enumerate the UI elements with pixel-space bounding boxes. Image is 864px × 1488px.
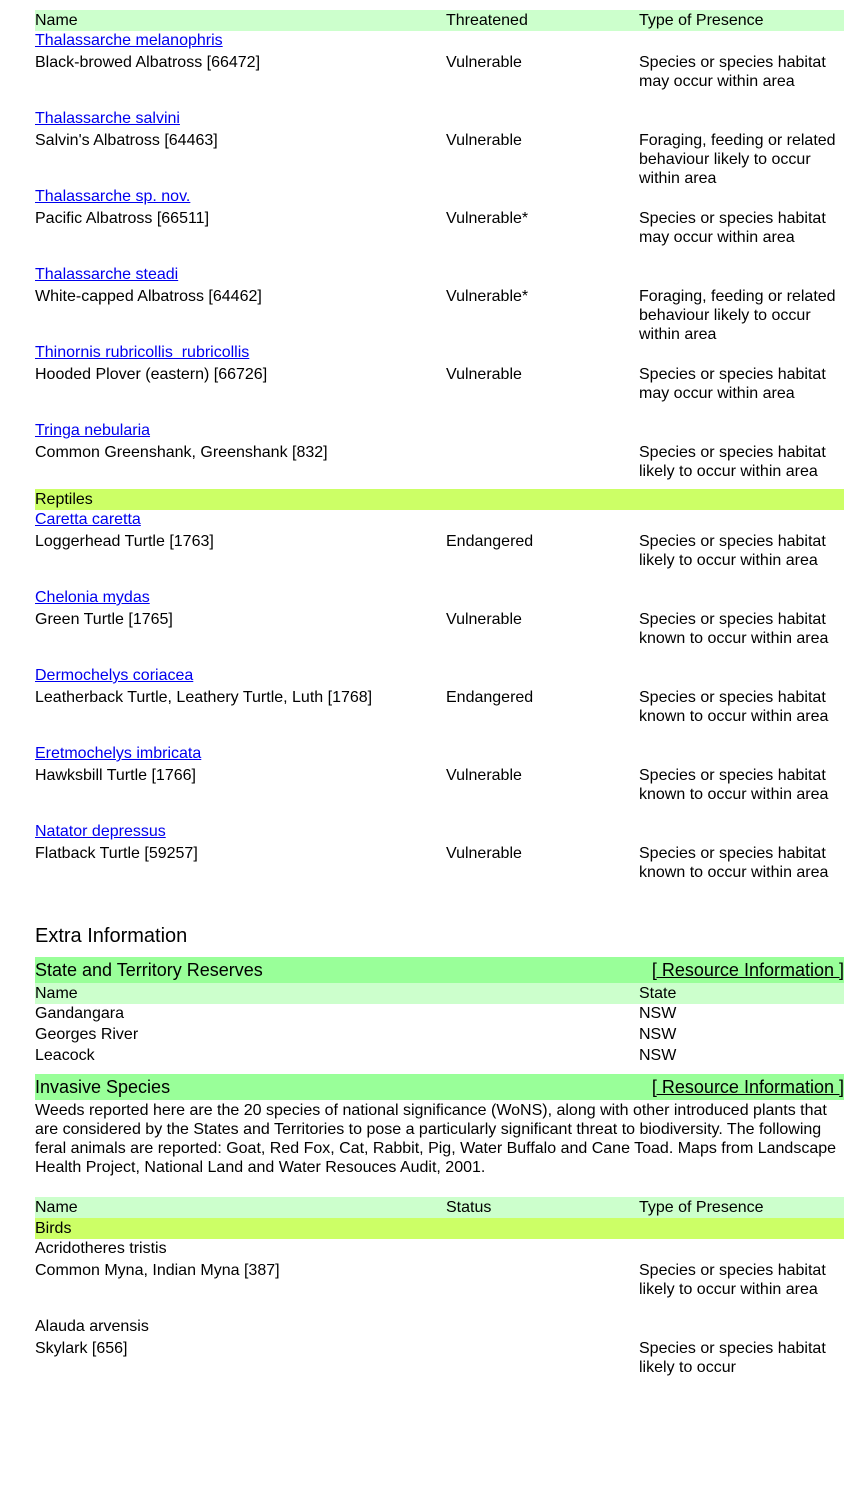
presence-type: Species or species habitat known to occur within area [639, 767, 829, 803]
reserve-state: NSW [639, 1047, 677, 1064]
threat-status: Vulnerable [446, 611, 522, 628]
presence-type: Species or species habitat known to occur within area [639, 611, 829, 647]
threat-status: Endangered [446, 689, 534, 706]
presence-type: Species or species habitat may occur within area [639, 54, 826, 90]
species-common-name: Loggerhead Turtle [1763] [35, 533, 214, 550]
header-name: Name [35, 1199, 78, 1216]
invasive-description: Weeds reported here are the 20 species of national significance (WoNS), along with other introduced plants that are considered by the States and Territories to pose a particularly significant threat to biodiversity. The following feral animals are reported: Goat, Red Fox, Cat, Rabbit, Pig, Water Buffalo and Cane Toad. Maps from Landscape Health Project, National Land and Water Resouces Audit, 2001. [35, 1102, 837, 1176]
presence-type: Foraging, feeding or related behaviour likely to occur within area [639, 132, 836, 187]
threat-status: Vulnerable [446, 54, 522, 71]
species-common-name: Hawksbill Turtle [1766] [35, 767, 196, 784]
species-common-name: Black-browed Albatross [66472] [35, 54, 261, 71]
species-link[interactable]: Tringa nebularia [35, 422, 151, 439]
reserves-table-header [35, 983, 844, 1004]
header-threatened: Threatened [446, 12, 528, 29]
threat-status: Vulnerable [446, 767, 522, 784]
header-name: Name [35, 12, 78, 29]
species-link[interactable]: Thinornis rubricollis rubricollis [35, 344, 250, 361]
threat-status: Vulnerable [446, 845, 522, 862]
reserve-name: Gandangara [35, 1005, 124, 1022]
table-row [35, 1317, 844, 1395]
page-content [35, 10, 844, 1395]
extra-information-title [35, 920, 844, 954]
species-link[interactable]: Eretmochelys imbricata [35, 745, 202, 762]
species-common-name: Green Turtle [1765] [35, 611, 173, 628]
table-row [35, 666, 844, 744]
reserve-state: NSW [639, 1026, 677, 1043]
presence-type: Species or species habitat likely to occur within area [639, 533, 826, 569]
header-status: Status [446, 1199, 492, 1216]
threat-status: Endangered [446, 533, 534, 550]
presence-type: Species or species habitat likely to occur [639, 1340, 826, 1376]
table-row [35, 744, 844, 822]
resource-information-link[interactable]: [ Resource Information ] [651, 1077, 844, 1097]
species-common-name: Common Greenshank, Greenshank [832] [35, 444, 328, 461]
invasive-section-header [35, 1074, 844, 1100]
presence-type: Species or species habitat known to occur within area [639, 845, 829, 881]
group-header-reptiles [35, 489, 844, 510]
species-common-name: Leatherback Turtle, Leathery Turtle, Luth [1768] [35, 689, 373, 706]
table-row [35, 1239, 844, 1317]
table-row [35, 31, 844, 109]
reserve-state: NSW [639, 1005, 677, 1022]
table-row [35, 588, 844, 666]
header-presence: Type of Presence [639, 12, 764, 29]
table-header [35, 10, 844, 31]
threat-status: Vulnerable [446, 366, 522, 383]
species-scientific-name: Alauda arvensis [35, 1318, 149, 1335]
header-presence: Type of Presence [639, 1199, 764, 1216]
table-row [35, 1025, 844, 1046]
species-common-name: White-capped Albatross [64462] [35, 288, 262, 305]
reserves-section-header [35, 957, 844, 983]
species-link[interactable]: Thalassarche steadi [35, 266, 179, 283]
species-common-name: Flatback Turtle [59257] [35, 845, 198, 862]
species-common-name: Common Myna, Indian Myna [387] [35, 1262, 280, 1279]
species-common-name: Hooded Plover (eastern) [66726] [35, 366, 268, 383]
species-common-name: Skylark [656] [35, 1340, 128, 1357]
invasive-table-header [35, 1197, 844, 1218]
presence-type: Species or species habitat may occur within area [639, 366, 826, 402]
header-name: Name [35, 985, 78, 1002]
species-link[interactable]: Chelonia mydas [35, 589, 150, 606]
species-link[interactable]: Thalassarche salvini [35, 110, 180, 127]
resource-information-link[interactable]: [ Resource Information ] [651, 960, 844, 980]
presence-type: Foraging, feeding or related behaviour likely to occur within area [639, 288, 836, 343]
presence-type: Species or species habitat likely to occur within area [639, 1262, 826, 1298]
species-link[interactable]: Natator depressus [35, 823, 166, 840]
table-row [35, 109, 844, 187]
reserve-name: Georges River [35, 1026, 139, 1043]
table-row [35, 1046, 844, 1074]
species-link[interactable]: Thalassarche melanophris [35, 32, 223, 49]
table-row [35, 510, 844, 588]
reserve-name: Leacock [35, 1047, 95, 1064]
reserves-title: State and Territory Reserves [35, 960, 263, 980]
threat-status: Vulnerable* [446, 210, 529, 227]
table-row [35, 187, 844, 265]
group-label: Reptiles [35, 491, 93, 508]
table-row [35, 265, 844, 343]
species-link[interactable]: Thalassarche sp. nov. [35, 188, 191, 205]
invasive-title: Invasive Species [35, 1077, 171, 1097]
presence-type: Species or species habitat known to occur within area [639, 689, 829, 725]
threat-status: Vulnerable* [446, 288, 529, 305]
species-common-name: Salvin's Albatross [64463] [35, 132, 218, 149]
group-label: Birds [35, 1220, 72, 1237]
table-row [35, 1004, 844, 1025]
species-link[interactable]: Caretta caretta [35, 511, 141, 528]
species-scientific-name: Acridotheres tristis [35, 1240, 167, 1257]
header-state: State [639, 985, 677, 1002]
group-header-birds [35, 1218, 844, 1239]
section-title: Extra Information [35, 925, 188, 947]
table-row [35, 343, 844, 421]
presence-type: Species or species habitat may occur within area [639, 210, 826, 246]
threat-status: Vulnerable [446, 132, 522, 149]
table-row [35, 421, 844, 489]
presence-type: Species or species habitat likely to occur within area [639, 444, 826, 480]
species-common-name: Pacific Albatross [66511] [35, 210, 210, 227]
species-link[interactable]: Dermochelys coriacea [35, 667, 194, 684]
table-row [35, 822, 844, 920]
